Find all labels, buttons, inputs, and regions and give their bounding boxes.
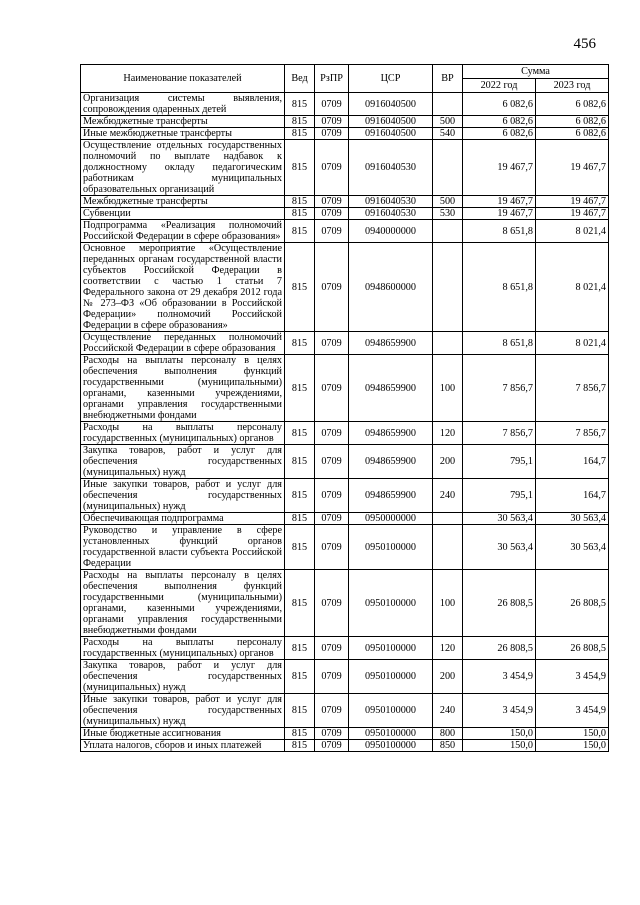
cell-name: Расходы на выплаты персоналу в целях обеспечения выполнения функций государственными (муниципальными) органами, казенными учреждениями, органами управления государственными внебюджетными фондами xyxy=(81,355,285,422)
cell-rzpr: 0709 xyxy=(315,140,349,196)
page-number: 456 xyxy=(573,36,596,52)
cell-csr: 0948600000 xyxy=(349,243,433,332)
cell-rzpr: 0709 xyxy=(315,728,349,740)
cell-sum-2023: 164,7 xyxy=(536,445,609,479)
cell-name: Расходы на выплаты персоналу государственных (муниципальных) органов xyxy=(81,637,285,660)
cell-csr: 0950100000 xyxy=(349,637,433,660)
cell-rzpr: 0709 xyxy=(315,208,349,220)
cell-csr: 0950100000 xyxy=(349,570,433,637)
cell-sum-2022: 7 856,7 xyxy=(463,355,536,422)
cell-rzpr: 0709 xyxy=(315,513,349,525)
cell-sum-2022: 6 082,6 xyxy=(463,128,536,140)
table-row xyxy=(81,637,609,660)
cell-vr: 530 xyxy=(433,208,463,220)
table-row xyxy=(81,570,609,637)
cell-csr: 0916040530 xyxy=(349,208,433,220)
cell-sum-2022: 8 651,8 xyxy=(463,220,536,243)
cell-csr: 0948659900 xyxy=(349,355,433,422)
cell-ved: 815 xyxy=(285,570,315,637)
cell-sum-2023: 8 021,4 xyxy=(536,220,609,243)
cell-ved: 815 xyxy=(285,140,315,196)
header-sum: Сумма xyxy=(463,65,609,79)
cell-sum-2023: 150,0 xyxy=(536,728,609,740)
cell-sum-2022: 150,0 xyxy=(463,728,536,740)
table-row xyxy=(81,728,609,740)
cell-vr xyxy=(433,332,463,355)
cell-rzpr: 0709 xyxy=(315,128,349,140)
cell-name: Иные бюджетные ассигнования xyxy=(81,728,285,740)
cell-name: Осуществление переданных полномочий Российской Федерации в сфере образования xyxy=(81,332,285,355)
cell-name: Иные межбюджетные трансферты xyxy=(81,128,285,140)
cell-vr xyxy=(433,140,463,196)
table-row xyxy=(81,525,609,570)
cell-ved: 815 xyxy=(285,116,315,128)
cell-name: Иные закупки товаров, работ и услуг для обеспечения государственных (муниципальных) нужд xyxy=(81,479,285,513)
cell-rzpr: 0709 xyxy=(315,570,349,637)
table-row xyxy=(81,355,609,422)
cell-rzpr: 0709 xyxy=(315,355,349,422)
cell-ved: 815 xyxy=(285,445,315,479)
cell-sum-2022: 26 808,5 xyxy=(463,570,536,637)
cell-sum-2022: 19 467,7 xyxy=(463,196,536,208)
cell-rzpr: 0709 xyxy=(315,116,349,128)
cell-sum-2023: 19 467,7 xyxy=(536,196,609,208)
cell-ved: 815 xyxy=(285,513,315,525)
cell-sum-2022: 3 454,9 xyxy=(463,694,536,728)
cell-sum-2022: 30 563,4 xyxy=(463,525,536,570)
table-body xyxy=(81,93,609,752)
table-row xyxy=(81,513,609,525)
cell-sum-2023: 164,7 xyxy=(536,479,609,513)
budget-table xyxy=(80,64,609,752)
cell-sum-2022: 19 467,7 xyxy=(463,208,536,220)
table-row xyxy=(81,220,609,243)
table-row xyxy=(81,116,609,128)
cell-ved: 815 xyxy=(285,128,315,140)
cell-name: Расходы на выплаты персоналу в целях обеспечения выполнения функций государственными (муниципальными) органами, казенными учреждениями, органами управления государственными внебюджетными фондами xyxy=(81,570,285,637)
cell-ved: 815 xyxy=(285,355,315,422)
cell-sum-2022: 150,0 xyxy=(463,740,536,752)
cell-ved: 815 xyxy=(285,660,315,694)
cell-csr: 0916040530 xyxy=(349,140,433,196)
cell-name: Основное мероприятие «Осуществление переданных органам государственной власти субъектов Российской Федерации в соответствии с частью 1 статьи 7 Федерального закона от 29 декабря 2012 года № 273–ФЗ «Об образовании в Российской Федерации» полномочий Российской Федерации в сфере образования» xyxy=(81,243,285,332)
cell-csr: 0950000000 xyxy=(349,513,433,525)
cell-name: Осуществление отдельных государственных полномочий по выплате надбавок к должностному окладу педагогическим работникам муниципальных образовательных организаций xyxy=(81,140,285,196)
cell-sum-2023: 7 856,7 xyxy=(536,422,609,445)
cell-ved: 815 xyxy=(285,479,315,513)
header-vr: ВР xyxy=(433,65,463,93)
cell-name: Уплата налогов, сборов и иных платежей xyxy=(81,740,285,752)
cell-csr: 0950100000 xyxy=(349,728,433,740)
cell-ved: 815 xyxy=(285,728,315,740)
cell-vr: 200 xyxy=(433,445,463,479)
cell-sum-2022: 8 651,8 xyxy=(463,243,536,332)
cell-vr xyxy=(433,220,463,243)
cell-ved: 815 xyxy=(285,243,315,332)
cell-vr: 500 xyxy=(433,116,463,128)
cell-vr: 100 xyxy=(433,355,463,422)
cell-sum-2023: 8 021,4 xyxy=(536,332,609,355)
header-ved: Вед xyxy=(285,65,315,93)
cell-csr: 0916040500 xyxy=(349,93,433,116)
table-row xyxy=(81,140,609,196)
cell-rzpr: 0709 xyxy=(315,196,349,208)
cell-csr: 0950100000 xyxy=(349,660,433,694)
cell-ved: 815 xyxy=(285,93,315,116)
cell-sum-2023: 26 808,5 xyxy=(536,637,609,660)
cell-sum-2022: 795,1 xyxy=(463,445,536,479)
cell-name: Субвенции xyxy=(81,208,285,220)
cell-vr: 800 xyxy=(433,728,463,740)
cell-name: Иные закупки товаров, работ и услуг для обеспечения государственных (муниципальных) нужд xyxy=(81,694,285,728)
cell-name: Межбюджетные трансферты xyxy=(81,196,285,208)
cell-ved: 815 xyxy=(285,332,315,355)
cell-rzpr: 0709 xyxy=(315,422,349,445)
cell-rzpr: 0709 xyxy=(315,332,349,355)
cell-name: Межбюджетные трансферты xyxy=(81,116,285,128)
cell-name: Организация системы выявления, сопровождения одаренных детей xyxy=(81,93,285,116)
cell-vr: 120 xyxy=(433,637,463,660)
table-row xyxy=(81,422,609,445)
cell-name: Закупка товаров, работ и услуг для обеспечения государственных (муниципальных) нужд xyxy=(81,445,285,479)
table-row xyxy=(81,243,609,332)
cell-vr xyxy=(433,93,463,116)
cell-name: Обеспечивающая подпрограмма xyxy=(81,513,285,525)
table-header xyxy=(81,65,609,93)
cell-ved: 815 xyxy=(285,637,315,660)
header-rzpr: РзПР xyxy=(315,65,349,93)
cell-csr: 0948659900 xyxy=(349,332,433,355)
cell-sum-2023: 3 454,9 xyxy=(536,694,609,728)
cell-name: Руководство и управление в сфере установленных функций органов государственной власти субъекта Российской Федерации xyxy=(81,525,285,570)
cell-sum-2022: 8 651,8 xyxy=(463,332,536,355)
table-row xyxy=(81,208,609,220)
table-row xyxy=(81,196,609,208)
cell-sum-2022: 7 856,7 xyxy=(463,422,536,445)
cell-vr xyxy=(433,525,463,570)
header-year-2023: 2023 год xyxy=(536,79,609,93)
cell-vr: 540 xyxy=(433,128,463,140)
cell-sum-2023: 19 467,7 xyxy=(536,208,609,220)
cell-vr xyxy=(433,243,463,332)
cell-name: Закупка товаров, работ и услуг для обеспечения государственных (муниципальных) нужд xyxy=(81,660,285,694)
cell-rzpr: 0709 xyxy=(315,740,349,752)
cell-rzpr: 0709 xyxy=(315,694,349,728)
cell-csr: 0950100000 xyxy=(349,694,433,728)
cell-name: Расходы на выплаты персоналу государственных (муниципальных) органов xyxy=(81,422,285,445)
cell-csr: 0916040530 xyxy=(349,196,433,208)
cell-csr: 0948659900 xyxy=(349,445,433,479)
cell-csr: 0950100000 xyxy=(349,525,433,570)
cell-sum-2022: 3 454,9 xyxy=(463,660,536,694)
cell-sum-2023: 6 082,6 xyxy=(536,128,609,140)
cell-rzpr: 0709 xyxy=(315,525,349,570)
cell-vr: 240 xyxy=(433,479,463,513)
cell-sum-2022: 6 082,6 xyxy=(463,93,536,116)
cell-ved: 815 xyxy=(285,525,315,570)
cell-sum-2023: 6 082,6 xyxy=(536,116,609,128)
cell-ved: 815 xyxy=(285,694,315,728)
cell-vr: 120 xyxy=(433,422,463,445)
cell-sum-2022: 26 808,5 xyxy=(463,637,536,660)
cell-sum-2023: 8 021,4 xyxy=(536,243,609,332)
cell-sum-2023: 6 082,6 xyxy=(536,93,609,116)
cell-csr: 0950100000 xyxy=(349,740,433,752)
cell-ved: 815 xyxy=(285,220,315,243)
cell-sum-2022: 30 563,4 xyxy=(463,513,536,525)
cell-vr xyxy=(433,513,463,525)
cell-ved: 815 xyxy=(285,208,315,220)
cell-csr: 0948659900 xyxy=(349,422,433,445)
cell-rzpr: 0709 xyxy=(315,445,349,479)
cell-rzpr: 0709 xyxy=(315,243,349,332)
cell-vr: 100 xyxy=(433,570,463,637)
table-row xyxy=(81,740,609,752)
table-row xyxy=(81,660,609,694)
table-row xyxy=(81,93,609,116)
cell-sum-2023: 150,0 xyxy=(536,740,609,752)
header-csr: ЦСР xyxy=(349,65,433,93)
cell-ved: 815 xyxy=(285,196,315,208)
cell-vr: 240 xyxy=(433,694,463,728)
table-row xyxy=(81,332,609,355)
cell-csr: 0948659900 xyxy=(349,479,433,513)
table-row xyxy=(81,694,609,728)
cell-rzpr: 0709 xyxy=(315,479,349,513)
header-year-2022: 2022 год xyxy=(463,79,536,93)
header-name: Наименование показателей xyxy=(81,65,285,93)
cell-name: Подпрограмма «Реализация полномочий Российской Федерации в сфере образования» xyxy=(81,220,285,243)
cell-sum-2022: 6 082,6 xyxy=(463,116,536,128)
cell-rzpr: 0709 xyxy=(315,220,349,243)
cell-rzpr: 0709 xyxy=(315,637,349,660)
cell-sum-2023: 30 563,4 xyxy=(536,513,609,525)
table-row xyxy=(81,128,609,140)
cell-vr: 200 xyxy=(433,660,463,694)
cell-sum-2023: 30 563,4 xyxy=(536,525,609,570)
cell-rzpr: 0709 xyxy=(315,660,349,694)
cell-vr: 500 xyxy=(433,196,463,208)
table-row xyxy=(81,445,609,479)
cell-sum-2023: 7 856,7 xyxy=(536,355,609,422)
cell-csr: 0916040500 xyxy=(349,116,433,128)
cell-ved: 815 xyxy=(285,740,315,752)
cell-sum-2023: 26 808,5 xyxy=(536,570,609,637)
cell-csr: 0916040500 xyxy=(349,128,433,140)
cell-sum-2023: 19 467,7 xyxy=(536,140,609,196)
table-row xyxy=(81,479,609,513)
cell-rzpr: 0709 xyxy=(315,93,349,116)
cell-sum-2023: 3 454,9 xyxy=(536,660,609,694)
cell-sum-2022: 19 467,7 xyxy=(463,140,536,196)
cell-ved: 815 xyxy=(285,422,315,445)
cell-vr: 850 xyxy=(433,740,463,752)
cell-csr: 0940000000 xyxy=(349,220,433,243)
cell-sum-2022: 795,1 xyxy=(463,479,536,513)
